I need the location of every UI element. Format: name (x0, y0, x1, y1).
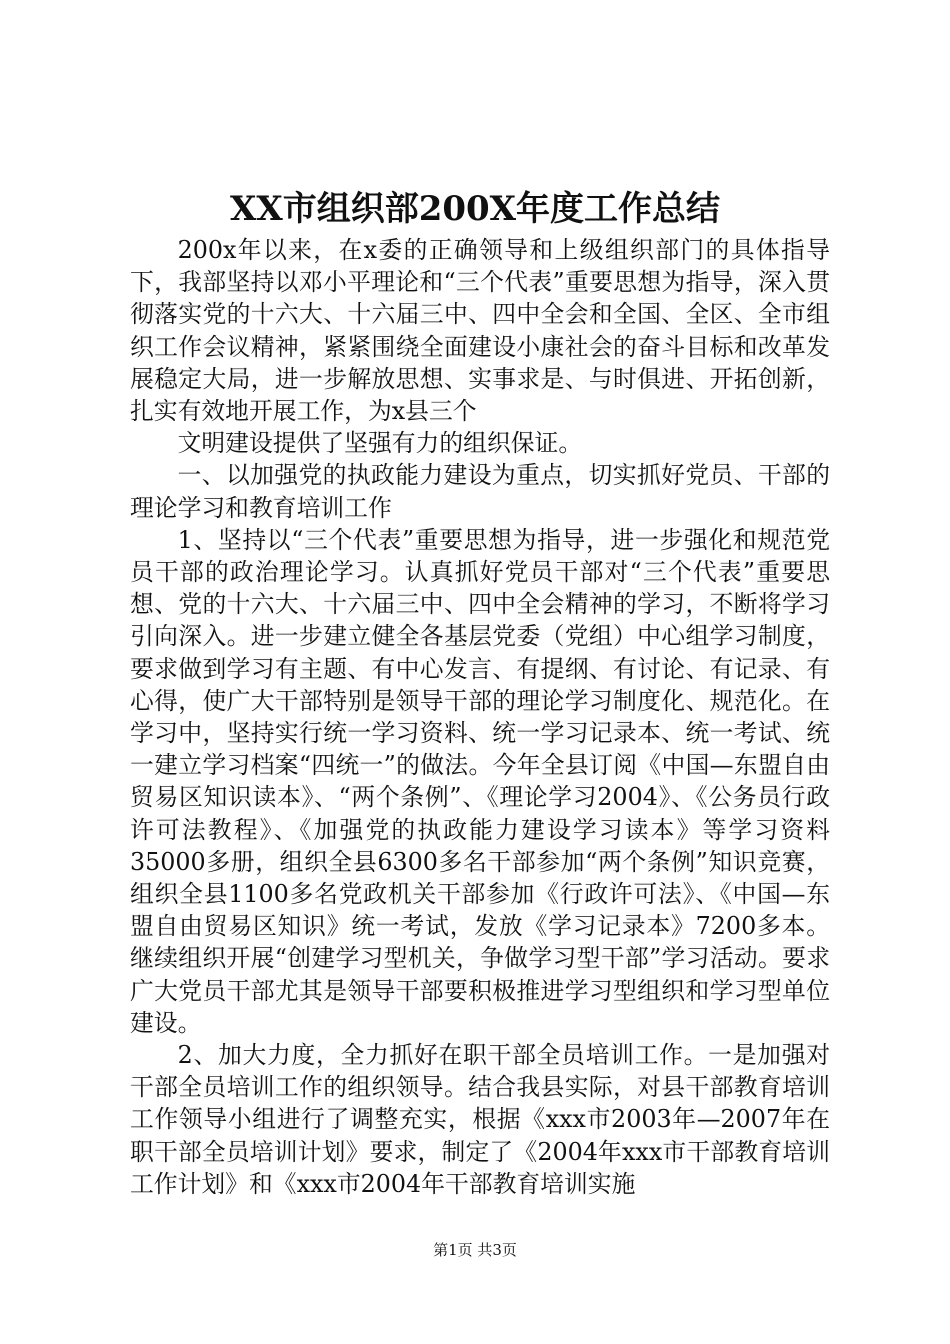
paragraph-item-2: 2、加大力度，全力抓好在职干部全员培训工作。一是加强对干部全员培训工作的组织领导。结合我县实际，对县干部教育培训工作领导小组进行了调整充实，根据《xxx市2003年—2007年在职干部全员培训计划》要求，制定了《2004年xxx市干部教育培训工作计划》和《xxx市2004年干部教育培训实施 (130, 1041, 830, 1198)
document-body (130, 234, 830, 1200)
paragraph-intro-continued: 文明建设提供了坚强有力的组织保证。 (177, 429, 583, 458)
paragraph-item-1: 1、坚持以“三个代表”重要思想为指导，进一步强化和规范党员干部的政治理论学习。认真抓好党员干部对“三个代表”重要思想、党的十六大、十六届三中、四中全会精神的学习，不断将学习引向深入。进一步建立健全各基层党委（党组）中心组学习制度，要求做到学习有主题、有中心发言、有提纲、有讨论、有记录、有心得，使广大干部特别是领导干部的理论学习制度化、规范化。在学习中，坚持实行统一学习资料、统一学习记录本、统一考试、统一建立学习档案“四统一”的做法。今年全县订阅《中国—东盟自由贸易区知识读本》、“两个条例”、《理论学习2004》、《公务员行政许可法教程》、《加强党的执政能力建设学习读本》等学习资料35000多册，组织全县6300多名干部参加“两个条例”知识竞赛，组织全县1100多名党政机关干部参加《行政许可法》、《中国—东盟自由贸易区知识》统一考试，发放《学习记录本》7200多本。继续组织开展“创建学习型机关，争做学习型干部”学习活动。要求广大党员干部尤其是领导干部要积极推进学习型组织和学习型单位建设。 (130, 525, 830, 1037)
document-title: XX市组织部200X年度工作总结 (229, 189, 721, 229)
page-footer: 第1页 共3页 (433, 1241, 517, 1259)
section-heading-1: 一、以加强党的执政能力建设为重点，切实抓好党员、干部的理论学习和教育培训工作 (130, 461, 830, 522)
paragraph-intro: 200x年以来，在x委的正确领导和上级组织部门的具体指导下，我部坚持以邓小平理论和“三个代表”重要思想为指导，深入贯彻落实党的十六大、十六届三中、四中全会和全国、全区、全市组织工作会议精神，紧紧围绕全面建设小康社会的奋斗目标和改革发展稳定大局，进一步解放思想、实事求是、与时俱进、开拓创新，扎实有效地开展工作，为x县三个 (130, 236, 830, 426)
